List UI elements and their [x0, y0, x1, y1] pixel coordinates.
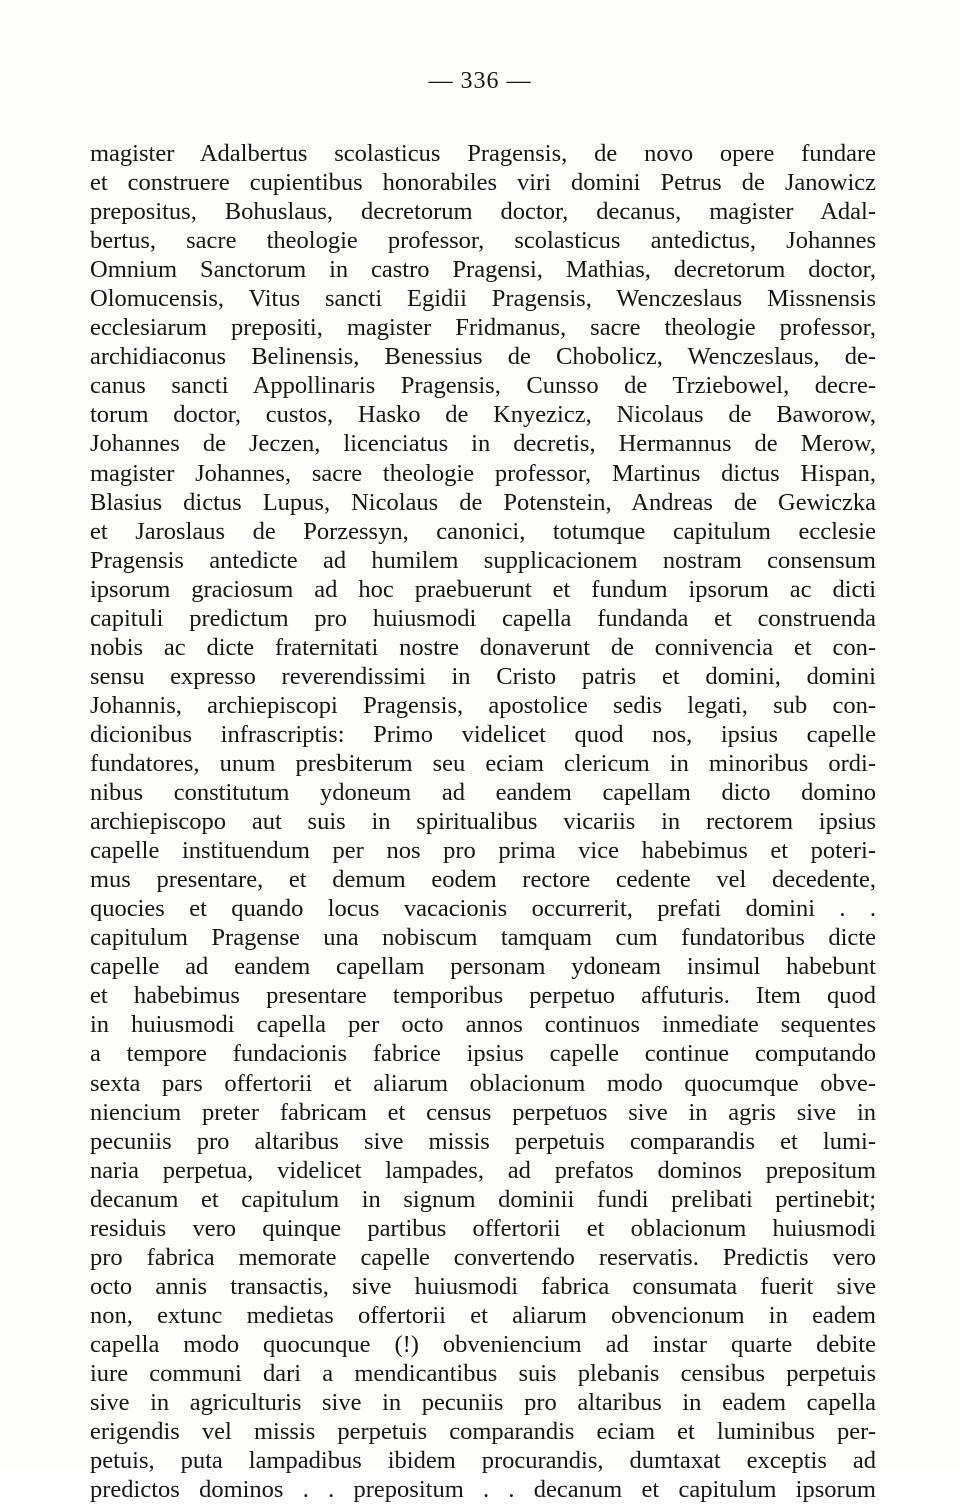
text-line: sexta pars offertorii et aliarum oblacionum modo quocumque obve-: [90, 1069, 876, 1097]
text-line: archidiaconus Belinensis, Benessius de Chobolicz, Wenczeslaus, de-: [90, 343, 876, 371]
text-line: capella modo quocunque (!) obveniencium ad instar quarte debite: [90, 1330, 876, 1358]
text-line: sive in agriculturis sive in pecuniis pro altaribus in eadem capella: [90, 1389, 876, 1417]
text-line: iure communi dari a mendicantibus suis plebanis censibus perpetuis: [90, 1359, 876, 1387]
text-line: magister Johannes, sacre theologie professor, Martinus dictus Hispan,: [90, 459, 876, 487]
text-line: in huiusmodi capella per octo annos continuos inmediate sequentes: [90, 1011, 876, 1039]
text-line: prepositus, Bohuslaus, decretorum doctor, decanus, magister Adal-: [90, 198, 876, 226]
text-line: octo annis transactis, sive huiusmodi fabrica consumata fuerit sive: [90, 1272, 876, 1300]
text-line: capituli predictum pro huiusmodi capella fundanda et construenda: [90, 604, 876, 632]
text-line: capelle instituendum per nos pro prima vice habebimus et poteri-: [90, 837, 876, 865]
text-line: Johannes de Jeczen, licenciatus in decretis, Hermannus de Merow,: [90, 430, 876, 458]
text-line: nobis ac dicte fraternitati nostre donaverunt de connivencia et con-: [90, 633, 876, 661]
text-line: ipsorum graciosum ad hoc praebuerunt et fundum ipsorum ac dicti: [90, 575, 876, 603]
page-number: — 336 —: [428, 68, 532, 94]
text-line: torum doctor, custos, Hasko de Knyezicz, Nicolaus de Baworow,: [90, 401, 876, 429]
text-line: Pragensis antedicte ad humilem supplicacionem nostram consensum: [90, 546, 876, 574]
text-line: et Jaroslaus de Porzessyn, canonici, totumque capitulum ecclesie: [90, 517, 876, 545]
text-line: ecclesiarum prepositi, magister Fridmanus, sacre theologie professor,: [90, 314, 876, 342]
text-line: capitulum Pragense una nobiscum tamquam cum fundatoribus dicte: [90, 924, 876, 952]
text-line: et construere cupientibus honorabiles viri domini Petrus de Janowicz: [90, 169, 876, 197]
text-line: residuis vero quinque partibus offertorii et oblacionum huiusmodi: [90, 1214, 876, 1242]
text-line: predictos dominos . . prepositum . . decanum et capitulum ipsorum: [90, 1476, 876, 1504]
text-line: capelle ad eandem capellam personam ydoneam insimul habebunt: [90, 953, 876, 981]
text-line: decanum et capitulum in signum dominii fundi prelibati pertinebit;: [90, 1185, 876, 1213]
text-line: Johannis, archiepiscopi Pragensis, apostolice sedis legati, sub con-: [90, 691, 876, 719]
text-line: non, extunc medietas offertorii et aliarum obvencionum in eadem: [90, 1301, 876, 1329]
text-line: niencium preter fabricam et census perpetuos sive in agris sive in: [90, 1098, 876, 1126]
text-line: Omnium Sanctorum in castro Pragensi, Mathias, decretorum doctor,: [90, 256, 876, 284]
text-line: bertus, sacre theologie professor, scolasticus antedictus, Johannes: [90, 227, 876, 255]
body-text: [90, 139, 876, 1504]
text-line: Olomucensis, Vitus sancti Egidii Pragensis, Wenczeslaus Missnensis: [90, 285, 876, 313]
text-line: dicionibus infrascriptis: Primo videlicet quod nos, ipsius capelle: [90, 720, 876, 748]
text-line: sensu expresso reverendissimi in Cristo patris et domini, domini: [90, 662, 876, 690]
text-line: fundatores, unum presbiterum seu eciam clericum in minoribus ordi-: [90, 749, 876, 777]
text-line: a tempore fundacionis fabrice ipsius capelle continue computando: [90, 1040, 876, 1068]
text-line: erigendis vel missis perpetuis comparandis eciam et luminibus per-: [90, 1418, 876, 1446]
text-line: archiepiscopo aut suis in spiritualibus vicariis in rectorem ipsius: [90, 808, 876, 836]
text-line: canus sancti Appollinaris Pragensis, Cunsso de Trziebowel, decre-: [90, 372, 876, 400]
text-line: pro fabrica memorate capelle convertendo reservatis. Predictis vero: [90, 1243, 876, 1271]
text-line: et habebimus presentare temporibus perpetuo affuturis. Item quod: [90, 982, 876, 1010]
text-line: quocies et quando locus vacacionis occurrerit, prefati domini . .: [90, 895, 876, 923]
text-line: mus presentare, et demum eodem rectore cedente vel decedente,: [90, 866, 876, 894]
text-line: nibus constitutum ydoneum ad eandem capellam dicto domino: [90, 779, 876, 807]
text-line: Blasius dictus Lupus, Nicolaus de Potenstein, Andreas de Gewiczka: [90, 488, 876, 516]
text-line: magister Adalbertus scolasticus Pragensis, de novo opere fundare: [90, 140, 876, 167]
text-line: petuis, puta lampadibus ibidem procurandis, dumtaxat exceptis ad: [90, 1447, 876, 1475]
text-line: pecuniis pro altaribus sive missis perpetuis comparandis et lumi-: [90, 1127, 876, 1155]
text-line: naria perpetua, videlicet lampades, ad prefatos dominos prepositum: [90, 1156, 876, 1184]
